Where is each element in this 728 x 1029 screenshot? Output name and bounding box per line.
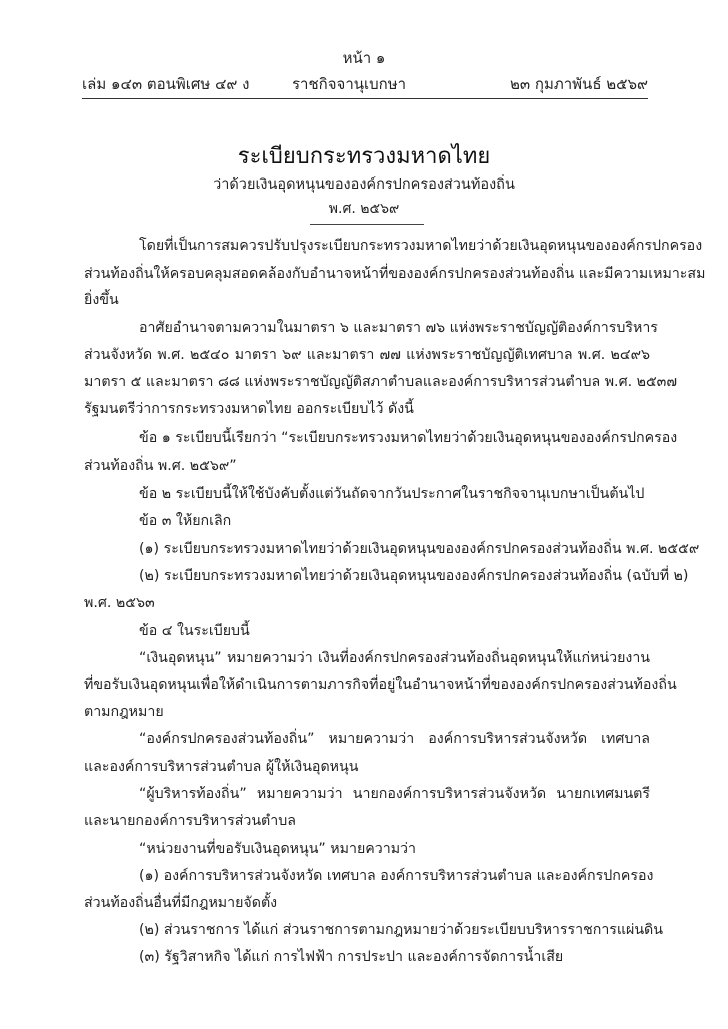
body-line: ข้อ ๔ ในระเบียบนี้ xyxy=(139,623,250,639)
publish-date: ๒๓ กุมภาพันธ์ ๒๕๖๙ xyxy=(509,75,648,93)
body-line: “ผู้บริหารท้องถิ่น” หมายความว่า นายกองค์การบริหารส่วนจังหวัด นายกเทศมนตรี xyxy=(139,786,650,802)
body-line: “หน่วยงานที่ขอรับเงินอุดหนุน” หมายความว่า xyxy=(139,841,416,857)
document-year: พ.ศ. ๒๕๖๙ xyxy=(328,201,400,217)
gazette-header xyxy=(82,70,648,99)
body-line: และนายกองค์การบริหารส่วนตำบล xyxy=(84,813,296,829)
body-line: ส่วนท้องถิ่นอื่นที่มีกฎหมายจัดตั้ง xyxy=(84,895,278,911)
body-line: ส่วนท้องถิ่น พ.ศ. ๒๕๖๙” xyxy=(84,458,237,474)
body-line: (๑) ระเบียบกระทรวงมหาดไทยว่าด้วยเงินอุดหนุนขององค์กรปกครองส่วนท้องถิ่น พ.ศ. ๒๕๕๙ xyxy=(139,541,700,557)
body-line: “เงินอุดหนุน” หมายความว่า เงินที่องค์กรปกครองส่วนท้องถิ่นอุดหนุนให้แก่หน่วยงาน xyxy=(139,650,650,666)
document-title: ระเบียบกระทรวงมหาดไทย xyxy=(237,144,491,169)
body-line: ส่วนท้องถิ่นให้ครอบคลุมสอดคล้องกับอำนาจหน้าที่ขององค์กรปกครองส่วนท้องถิ่น และมีความเหมาะสม xyxy=(84,266,706,282)
body-line: รัฐมนตรีว่าการกระทรวงมหาดไทย ออกระเบียบไว้ ดังนี้ xyxy=(84,401,414,417)
body-line: (๑) องค์การบริหารส่วนจังหวัด เทศบาล องค์การบริหารส่วนตำบล และองค์กรปกครอง xyxy=(139,868,654,884)
body-line: มาตรา ๕ และมาตรา ๘๘ แห่งพระราชบัญญัติสภาตำบลและองค์การบริหารส่วนตำบล พ.ศ. ๒๕๓๗ xyxy=(84,374,678,390)
body-line: พ.ศ. ๒๕๖๓ xyxy=(84,595,155,611)
body-line: “องค์กรปกครองส่วนท้องถิ่น” หมายความว่า องค์การบริหารส่วนจังหวัด เทศบาล xyxy=(139,731,650,747)
body-line: ยิ่งขึ้น xyxy=(84,292,119,308)
body-line: ตามกฎหมาย xyxy=(84,704,164,720)
body-line: ข้อ ๒ ระเบียบนี้ให้ใช้บังคับตั้งแต่วันถัดจากวันประกาศในราชกิจจานุเบกษาเป็นต้นไป xyxy=(139,486,645,502)
volume-info: เล่ม ๑๔๓ ตอนพิเศษ ๔๙ ง xyxy=(82,75,250,93)
body-line: ข้อ ๓ ให้ยกเลิก xyxy=(139,513,232,529)
body-line: ที่ขอรับเงินอุดหนุนเพื่อให้ดำเนินการตามภารกิจที่อยู่ในอำนาจหน้าที่ขององค์กรปกครองส่วนท้องถิ่น xyxy=(84,677,677,693)
title-separator xyxy=(310,224,424,225)
body-line: และองค์การบริหารส่วนตำบล ผู้ให้เงินอุดหนุน xyxy=(84,759,359,775)
body-line: ส่วนจังหวัด พ.ศ. ๒๕๔๐ มาตรา ๖๙ และมาตรา ๗๗ แห่งพระราชบัญญัติเทศบาล พ.ศ. ๒๔๙๖ xyxy=(84,347,650,363)
body-line: (๓) รัฐวิสาหกิจ ได้แก่ การไฟฟ้า การประปา และองค์การจัดการน้ำเสีย xyxy=(139,949,564,965)
body-line: โดยที่เป็นการสมควรปรับปรุงระเบียบกระทรวงมหาดไทยว่าด้วยเงินอุดหนุนขององค์กรปกครอง xyxy=(139,238,703,254)
gazette-name: ราชกิจจานุเบกษา xyxy=(292,75,407,93)
body-line: ข้อ ๑ ระเบียบนี้เรียกว่า “ระเบียบกระทรวงมหาดไทยว่าด้วยเงินอุดหนุนขององค์กรปกครอง xyxy=(139,430,678,446)
body-line: (๒) ส่วนราชการ ได้แก่ ส่วนราชการตามกฎหมายว่าด้วยระเบียบบริหารราชการแผ่นดิน xyxy=(139,922,663,938)
body-line: อาศัยอำนาจตามความในมาตรา ๖ และมาตรา ๗๖ แห่งพระราชบัญญัติองค์การบริหาร xyxy=(139,320,658,336)
page-number: หน้า ๑ xyxy=(342,49,386,67)
document-subtitle: ว่าด้วยเงินอุดหนุนขององค์กรปกครองส่วนท้องถิ่น xyxy=(213,177,515,193)
body-line: (๒) ระเบียบกระทรวงมหาดไทยว่าด้วยเงินอุดหนุนขององค์กรปกครองส่วนท้องถิ่น (ฉบับที่ ๒) xyxy=(139,568,689,584)
